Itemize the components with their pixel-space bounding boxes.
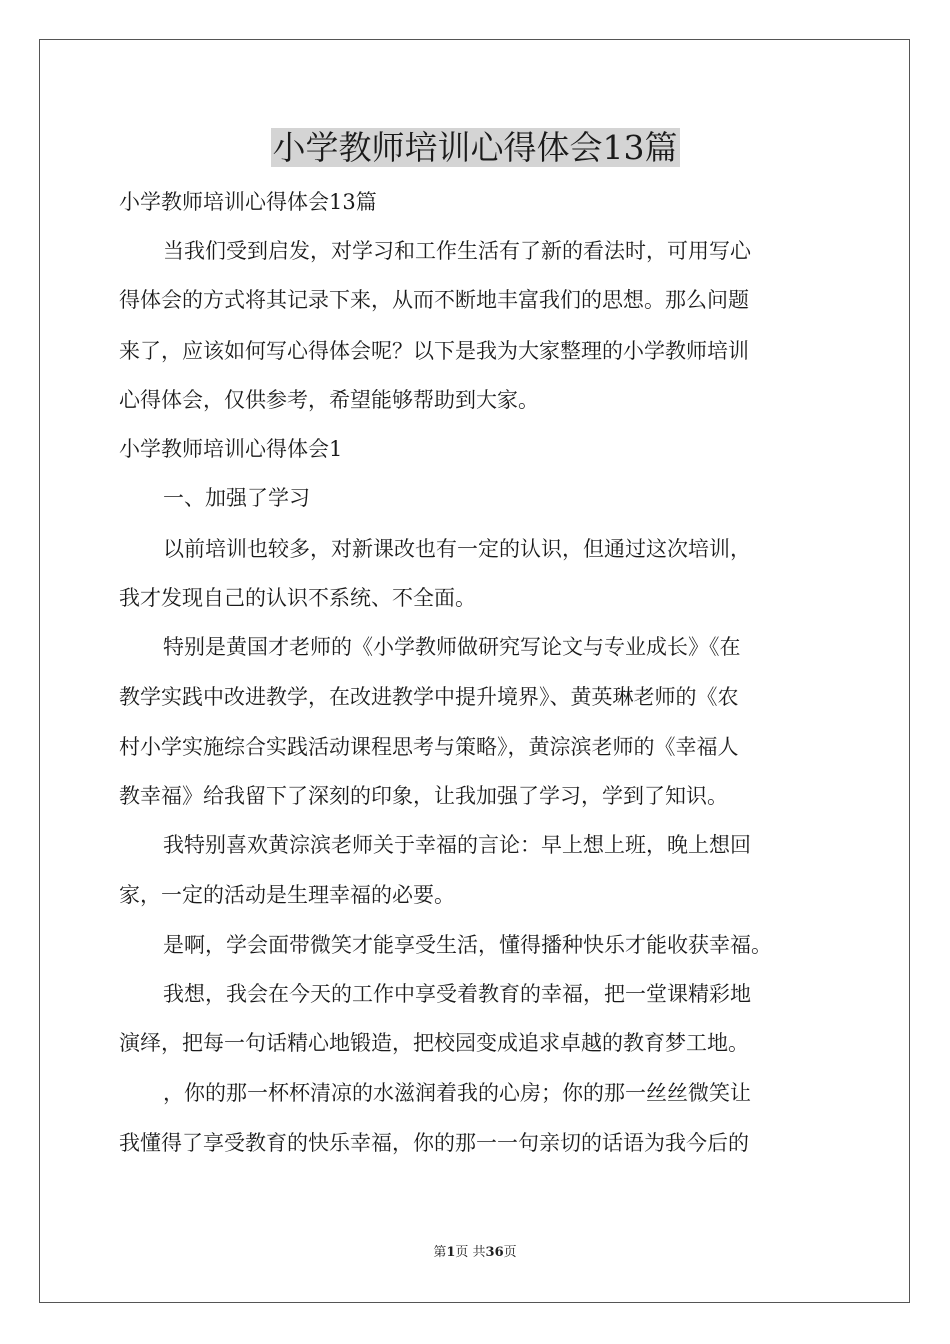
text-line-13: 教幸福》给我留下了深刻的印象，让我加强了学习，学到了知识。: [119, 784, 728, 808]
text-line-1: 小学教师培训心得体会13篇: [119, 190, 377, 214]
text-line-8: 以前培训也较多，对新课改也有一定的认识，但通过这次培训，: [163, 537, 751, 561]
text-line-12: 村小学实施综合实践活动课程思考与策略》，黄淙滨老师的《幸福人: [119, 735, 739, 759]
text-line-5: 心得体会，仅供参考，希望能够帮助到大家。: [119, 388, 539, 412]
text-line-17: 我想，我会在今天的工作中享受着教育的幸福，把一堂课精彩地: [163, 982, 751, 1006]
footer-current-page: 1: [446, 1245, 456, 1260]
text-line-4: 来了，应该如何写心得体会呢？以下是我为大家整理的小学教师培训: [119, 339, 749, 363]
text-line-16: 是啊，学会面带微笑才能享受生活，懂得播种快乐才能收获幸福。: [163, 933, 772, 957]
text-line-6: 小学教师培训心得体会1: [119, 437, 343, 461]
text-line-3: 得体会的方式将其记录下来，从而不断地丰富我们的思想。那么问题: [119, 288, 749, 312]
footer-mid: 页 共: [455, 1245, 486, 1260]
text-line-2: 当我们受到启发，对学习和工作生活有了新的看法时，可用写心: [163, 239, 751, 263]
text-line-14: 我特别喜欢黄淙滨老师关于幸福的言论：早上想上班，晚上想回: [163, 833, 751, 857]
text-line-18: 演绎，把每一句话精心地锻造，把校园变成追求卓越的教育梦工地。: [119, 1031, 749, 1055]
text-line-19: ，你的那一杯杯清凉的水滋润着我的心房；你的那一丝丝微笑让: [163, 1081, 751, 1105]
footer-total-pages: 36: [485, 1245, 504, 1260]
text-line-15: 家，一定的活动是生理幸福的必要。: [119, 883, 455, 907]
text-line-20: 我懂得了享受教育的快乐幸福，你的那一一句亲切的话语为我今后的: [119, 1131, 749, 1155]
text-line-7: 一、加强了学习: [163, 486, 310, 510]
document-title-text: 小学教师培训心得体会13篇: [272, 128, 678, 167]
text-line-9: 我才发现自己的认识不系统、不全面。: [119, 586, 476, 610]
footer-suffix: 页: [503, 1245, 517, 1260]
footer-prefix: 第: [433, 1245, 447, 1260]
page-frame: [39, 39, 910, 1303]
page-footer: [0, 1244, 950, 1262]
document-title: [0, 126, 950, 170]
text-line-10: 特别是黄国才老师的《小学教师做研究写论文与专业成长》《在: [163, 635, 741, 659]
text-line-11: 教学实践中改进教学，在改进教学中提升境界》、黄英琳老师的《农: [119, 685, 739, 709]
